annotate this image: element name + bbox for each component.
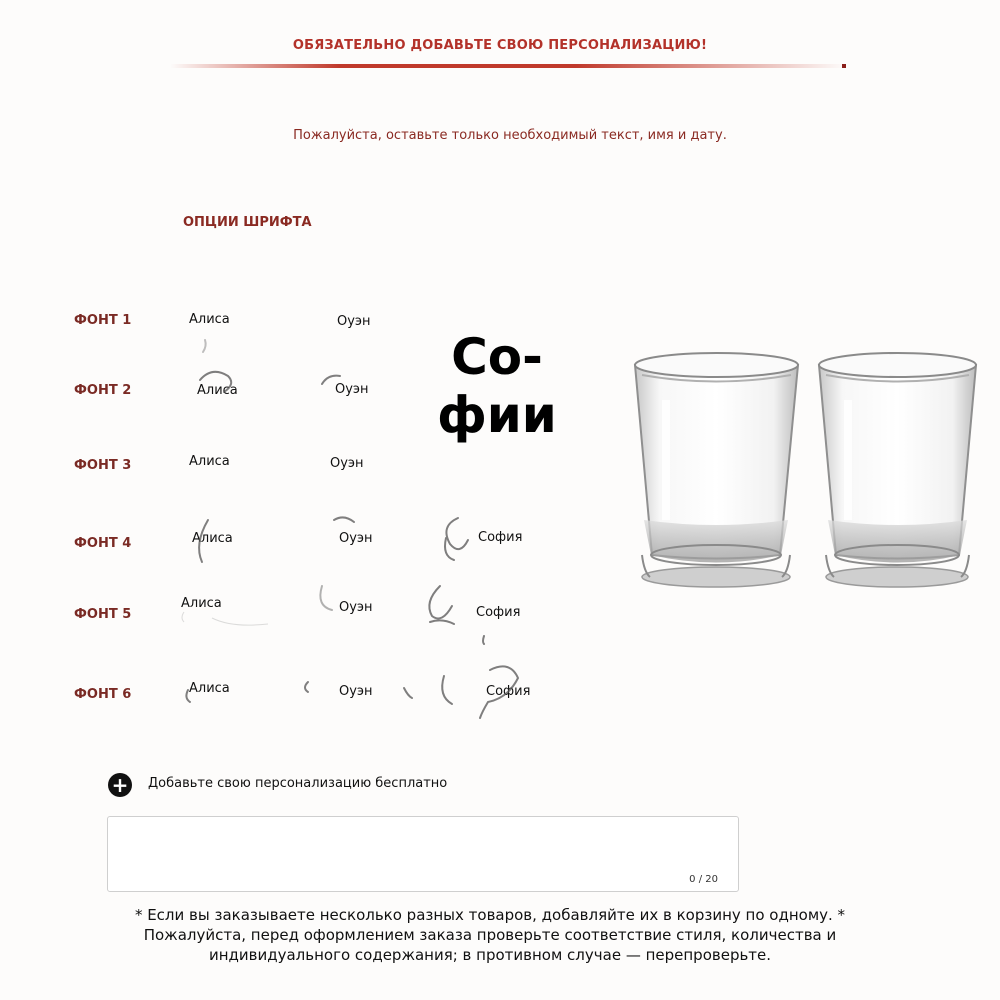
font-5-sample-owen: Оуэн (339, 600, 373, 615)
font-label-6[interactable]: ФОНТ 6 (74, 687, 132, 702)
font-4-sample-alice: Алиса (192, 531, 233, 546)
add-personalization-label[interactable]: Добавьте свою персонализацию бесплатно (148, 776, 448, 791)
font-3-sample-owen: Оуэн (330, 456, 364, 471)
order-note-line-1: * Если вы заказываете несколько разных товаров, добавляйте их в корзину по одному. * (134, 906, 846, 924)
font-1-sample-owen: Оуэн (337, 314, 371, 329)
instructions-subtitle: Пожалуйста, оставьте только необходимый текст, имя и дату. (293, 128, 727, 143)
font-label-1[interactable]: ФОНТ 1 (74, 313, 132, 328)
font-5-sample-sofia: София (476, 605, 521, 620)
font-options-title: ОПЦИИ ШРИФТА (183, 215, 312, 230)
font-4-sample-owen: Оуэн (339, 531, 373, 546)
order-note (95, 905, 885, 965)
order-note-line-3: индивидуального содержания; в противном случае — перепроверьте. (208, 946, 772, 964)
font-6-sample-sofia: София (486, 684, 531, 699)
font-label-5[interactable]: ФОНТ 5 (74, 607, 132, 622)
personalization-input[interactable] (107, 816, 739, 892)
name-preview-line-1: Со- (451, 328, 543, 386)
font-4-sample-sofia: София (478, 530, 523, 545)
banner-title: ОБЯЗАТЕЛЬНО ДОБАВЬТЕ СВОЮ ПЕРСОНАЛИЗАЦИЮ! (292, 38, 708, 53)
font-label-4[interactable]: ФОНТ 4 (74, 536, 132, 551)
font-label-2[interactable]: ФОНТ 2 (74, 383, 132, 398)
font-3-sample-alice: Алиса (189, 454, 230, 469)
glass-left (635, 353, 798, 587)
plus-circle-icon[interactable]: + (108, 773, 132, 797)
font-label-3[interactable]: ФОНТ 3 (74, 458, 132, 473)
name-preview-line-2: фии (437, 386, 557, 444)
font-6-sample-alice: Алиса (189, 681, 230, 696)
order-note-line-2: Пожалуйста, перед оформлением заказа проверьте соответствие стиля, количества и (143, 926, 837, 944)
font-1-sample-alice: Алиса (189, 312, 230, 327)
font-2-sample-alice: Алиса (197, 383, 238, 398)
name-preview (432, 328, 562, 444)
character-counter: 0 / 20 (689, 874, 718, 885)
font-2-sample-owen: Оуэн (335, 382, 369, 397)
font-6-sample-owen: Оуэн (339, 684, 373, 699)
glass-right (819, 353, 976, 587)
product-image-shot-glasses (630, 340, 980, 590)
font-5-sample-alice: Алиса (181, 596, 222, 611)
